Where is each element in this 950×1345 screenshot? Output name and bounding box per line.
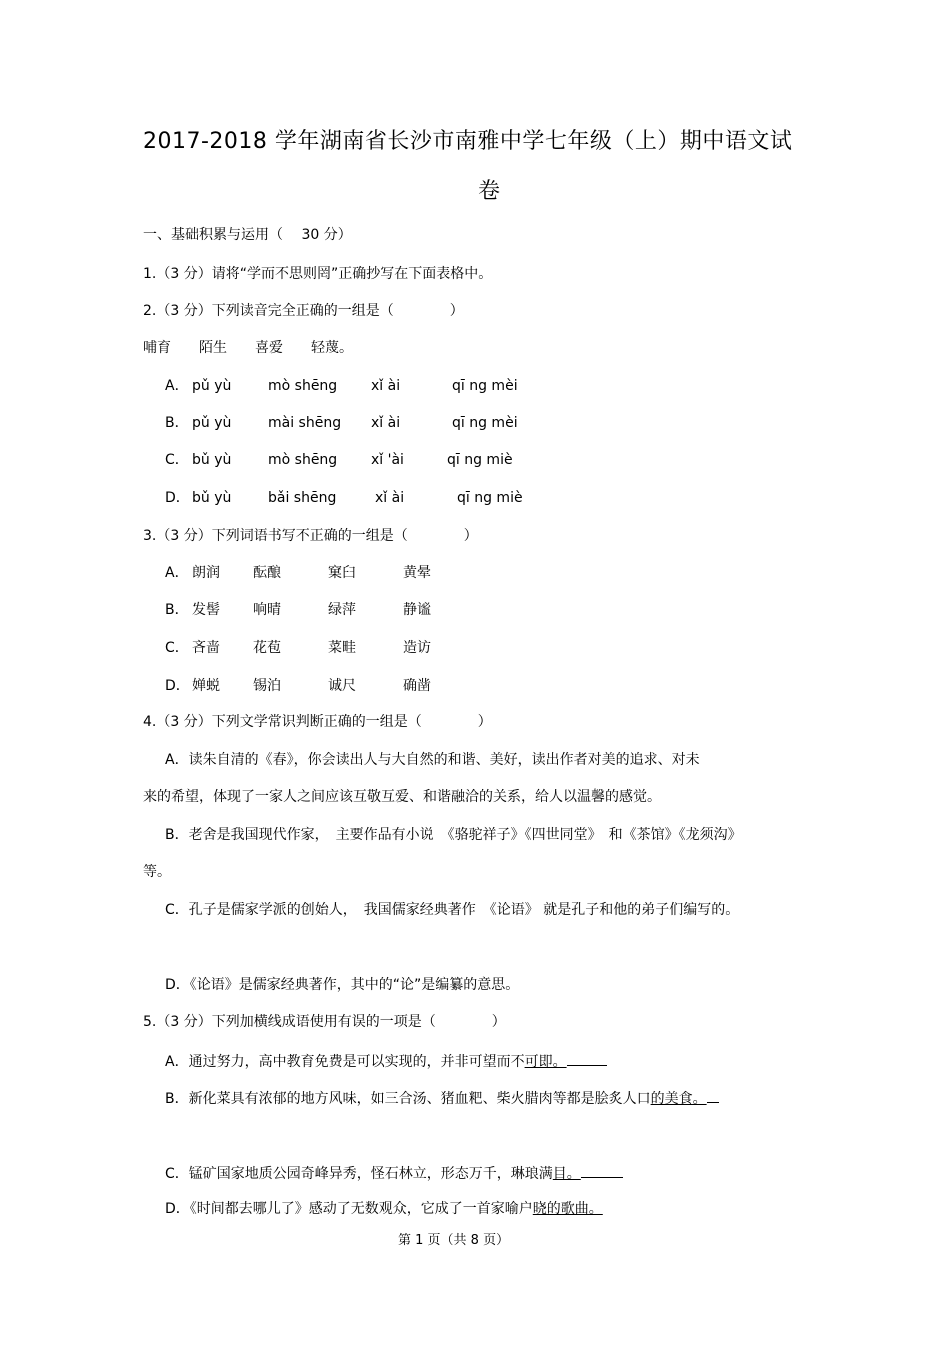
option-cell: 菜畦 bbox=[328, 640, 356, 656]
option-cell: 婵蜕 bbox=[192, 678, 220, 694]
option-cell: pǔ yù bbox=[192, 415, 232, 431]
underline-blank bbox=[567, 1051, 607, 1066]
option-cell: mài shēng bbox=[268, 415, 342, 431]
option-cell: 花苞 bbox=[253, 640, 281, 656]
underline-blank bbox=[581, 1163, 623, 1178]
option-cell: 绿萍 bbox=[328, 602, 356, 618]
question-2: 2.（3 分）下列读音完全正确的一组是（ ） bbox=[143, 303, 464, 319]
option-cell: qī ng mèi bbox=[452, 415, 518, 431]
option-label: D． bbox=[165, 490, 190, 506]
option-cell: 锡泊 bbox=[253, 678, 281, 694]
option-text: C．锰矿国家地质公园奇峰异秀，怪石林立，形态万千，琳琅满 bbox=[165, 1166, 553, 1182]
option-cell: bǔ yù bbox=[192, 452, 232, 468]
option-label: A． bbox=[165, 378, 189, 394]
page-title-line2: 卷 bbox=[478, 179, 501, 204]
option-cell: 窠臼 bbox=[328, 565, 356, 581]
option-cell: 发髻 bbox=[192, 602, 220, 618]
option-cell: 朗润 bbox=[192, 565, 220, 581]
q3-option-a bbox=[165, 564, 431, 582]
option-cell: bǔ yù bbox=[192, 490, 232, 506]
question-1: 1.（3 分）请将“学而不思则罔”正确抄写在下面表格中。 bbox=[143, 266, 493, 282]
question-5: 5.（3 分）下列加横线成语使用有误的一项是（ ） bbox=[143, 1014, 506, 1030]
option-text: A．通过努力，高中教育免费是可以实现的，并非可望而不 bbox=[165, 1054, 525, 1070]
q2-option-d bbox=[165, 489, 523, 507]
option-cell: xǐ ài bbox=[375, 490, 405, 506]
option-cell: 确凿 bbox=[403, 678, 431, 694]
q5-option-a bbox=[165, 1051, 607, 1071]
option-cell: 酝酿 bbox=[253, 565, 281, 581]
q4-option-a-line1: A．读朱自清的《春》，你会读出人与大自然的和谐、美好，读出作者对美的追求、对未 bbox=[165, 752, 700, 768]
q4-option-c: C．孔子是儒家学派的创始人， 我国儒家经典著作 《论语》 就是孔子和他的弟子们编写的。 bbox=[165, 902, 740, 918]
option-cell: 黄晕 bbox=[403, 565, 431, 581]
option-text: D．《时间都去哪儿了》感动了无数观众，它成了一首家喻户 bbox=[165, 1201, 533, 1217]
page-footer: 第 1 页（共 8 页） bbox=[398, 1233, 510, 1248]
option-label: C． bbox=[165, 452, 189, 468]
option-label: C． bbox=[165, 640, 189, 656]
q2-option-a bbox=[165, 377, 518, 395]
option-text: B．新化菜具有浓郁的地方风味，如三合汤、猪血粑、柴火腊肉等都是脍炙人口 bbox=[165, 1091, 651, 1107]
section-heading: 一、基础积累与运用（ 30 分） bbox=[143, 227, 352, 243]
q3-option-b bbox=[165, 601, 431, 619]
underlined-idiom: 可即。 bbox=[524, 1054, 567, 1070]
option-cell: qī ng miè bbox=[447, 452, 513, 468]
option-cell: 诚尺 bbox=[328, 678, 356, 694]
q4-option-d: D．《论语》是儒家经典著作，其中的“论”是编纂的意思。 bbox=[165, 977, 520, 993]
option-cell: 响晴 bbox=[253, 602, 281, 618]
q4-option-a-line2: 来的希望，体现了一家人之间应该互敬互爱、和谐融洽的关系，给人以温馨的感觉。 bbox=[143, 789, 661, 805]
option-cell: pǔ yù bbox=[192, 378, 232, 394]
q3-option-c bbox=[165, 639, 431, 657]
underlined-idiom: 晓的歌曲。 bbox=[532, 1201, 603, 1217]
question-4: 4.（3 分）下列文学常识判断正确的一组是（ ） bbox=[143, 714, 492, 730]
option-label: A． bbox=[165, 565, 189, 581]
option-label: D． bbox=[165, 678, 190, 694]
option-cell: xǐ 'ài bbox=[371, 452, 404, 468]
option-cell: mò shēng bbox=[268, 378, 338, 394]
option-label: B． bbox=[165, 602, 189, 618]
underlined-idiom: 的美食。 bbox=[650, 1091, 707, 1107]
underlined-idiom: 目。 bbox=[552, 1166, 581, 1182]
option-cell: 造访 bbox=[403, 640, 431, 656]
q2-option-b bbox=[165, 414, 518, 432]
q2-option-c bbox=[165, 451, 513, 469]
underline-blank bbox=[707, 1088, 719, 1103]
q4-option-b-line1: B．老舍是我国现代作家， 主要作品有小说 《骆驼祥子》《四世同堂》 和《茶馆》《龙须沟》 bbox=[165, 827, 742, 843]
option-cell: 吝啬 bbox=[192, 640, 220, 656]
q5-option-d bbox=[165, 1200, 603, 1218]
q4-option-b-line2: 等。 bbox=[143, 864, 171, 880]
question-2-words: 哺育 陌生 喜爱 轻蔑。 bbox=[143, 340, 353, 356]
option-cell: 静谧 bbox=[403, 602, 431, 618]
option-cell: xǐ ài bbox=[371, 378, 401, 394]
question-3: 3.（3 分）下列词语书写不正确的一组是（ ） bbox=[143, 528, 478, 544]
q5-option-b bbox=[165, 1088, 719, 1108]
option-label: B． bbox=[165, 415, 189, 431]
option-cell: bǎi shēng bbox=[268, 490, 337, 506]
page-title-line1: 2017-2018 学年湖南省长沙市南雅中学七年级（上）期中语文试 bbox=[143, 129, 793, 154]
option-cell: mò shēng bbox=[268, 452, 338, 468]
option-cell: xǐ ài bbox=[371, 415, 401, 431]
option-cell: qī ng miè bbox=[457, 490, 523, 506]
option-cell: qī ng mèi bbox=[452, 378, 518, 394]
q3-option-d bbox=[165, 677, 431, 695]
q5-option-c bbox=[165, 1163, 623, 1183]
